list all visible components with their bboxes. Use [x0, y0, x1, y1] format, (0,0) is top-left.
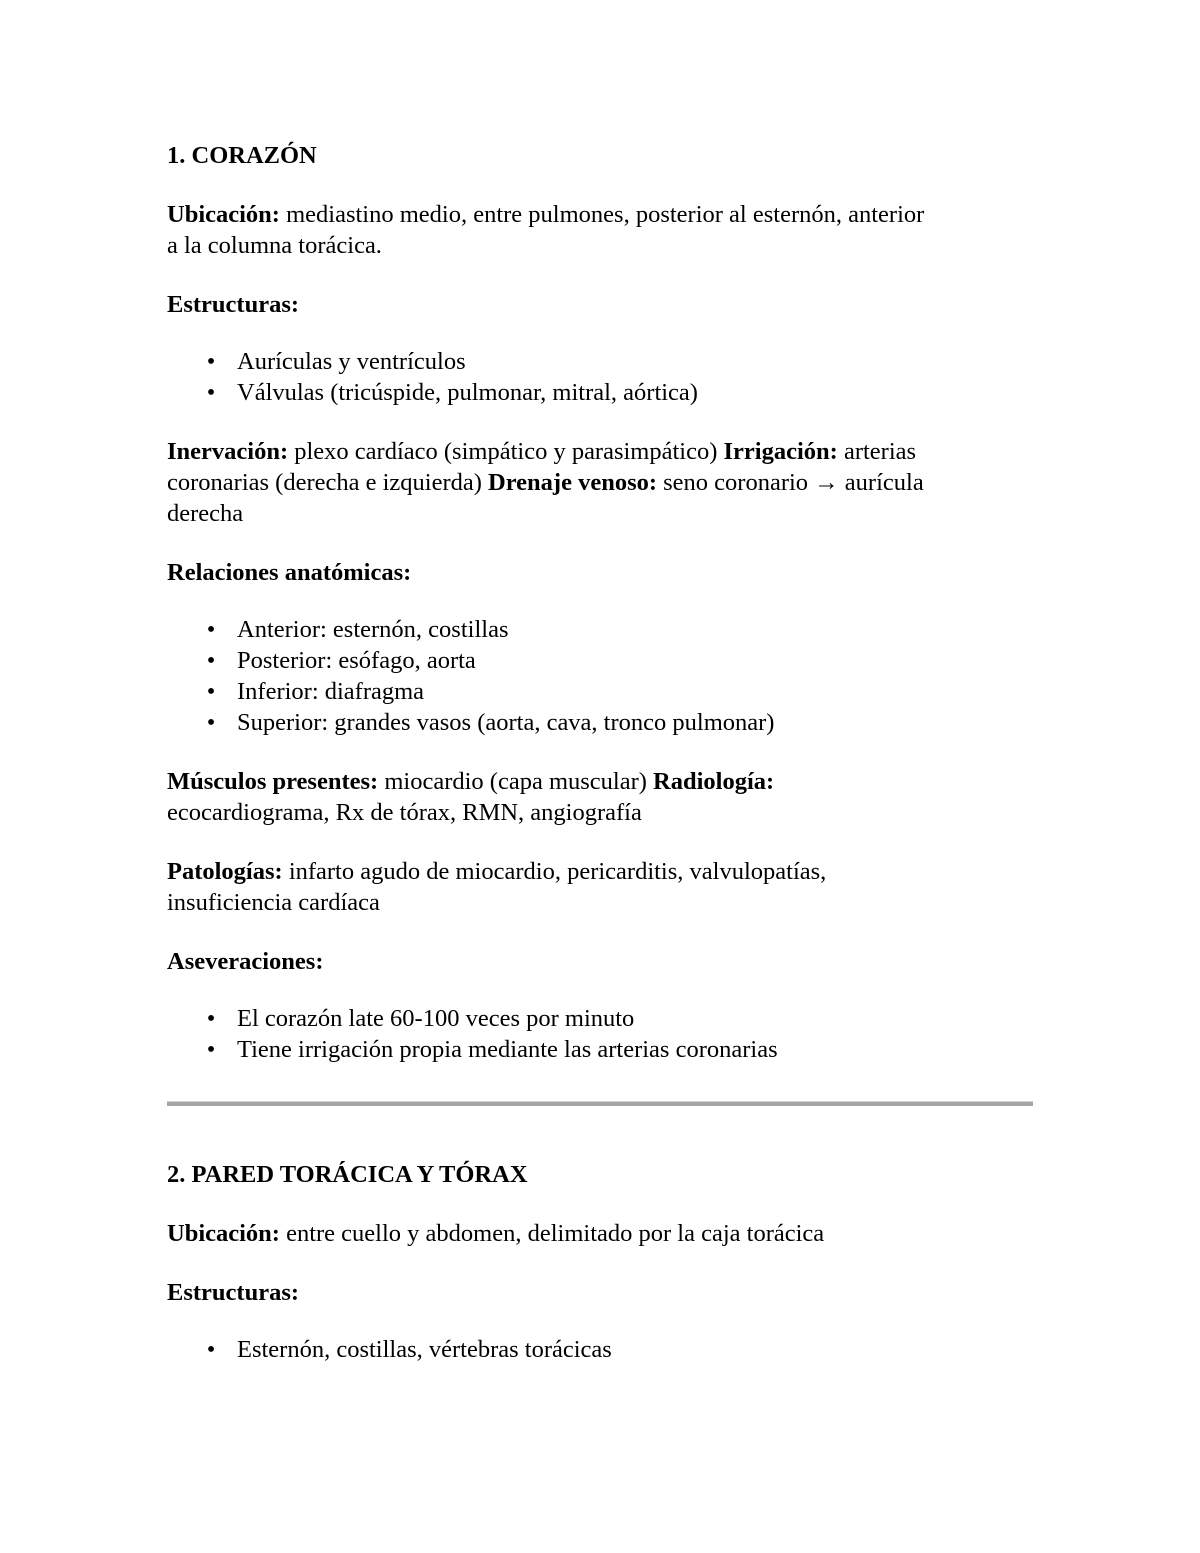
- section-title: 1. CORAZÓN: [167, 142, 317, 169]
- list-item: • Superior: grandes vasos (aorta, cava, tronco pulmonar): [167, 707, 1033, 738]
- list-item: • Tiene irrigación propia mediante las arterias coronarias: [167, 1034, 1033, 1065]
- estructuras-label: Estructuras:: [167, 291, 300, 318]
- bullet-icon: •: [206, 1336, 216, 1363]
- list-item: • Aurículas y ventrículos: [167, 346, 1033, 377]
- irrigacion-label: Irrigación:: [723, 438, 838, 465]
- radiologia-label: Radiología:: [653, 768, 775, 795]
- ubicacion-text-cont: a la columna torácica.: [167, 232, 382, 259]
- drenaje-label: Drenaje venoso:: [488, 469, 658, 496]
- inervacion-label: Inervación:: [167, 438, 289, 465]
- horizontal-divider: [167, 1101, 1033, 1106]
- bullet-icon: •: [206, 1036, 216, 1063]
- ubicacion-label: Ubicación:: [167, 201, 280, 228]
- bullet-icon: •: [206, 678, 216, 705]
- bullet-icon: •: [206, 348, 216, 375]
- bullet-icon: •: [206, 709, 216, 736]
- estructuras-list: [167, 1334, 1033, 1365]
- ubicacion-paragraph: [167, 199, 1033, 261]
- list-item: • Anterior: esternón, costillas: [167, 614, 1033, 645]
- ubicacion-text: mediastino medio, entre pulmones, posterior al esternón, anterior: [279, 201, 925, 228]
- estructuras-label: Estructuras:: [167, 1279, 300, 1306]
- list-item: • Válvulas (tricúspide, pulmonar, mitral, aórtica): [167, 377, 1033, 408]
- list-item: • Inferior: diafragma: [167, 676, 1033, 707]
- estructuras-list: [167, 346, 1033, 408]
- musculos-label: Músculos presentes:: [167, 768, 379, 795]
- bullet-icon: •: [206, 379, 216, 406]
- patologias-paragraph: Patologías: infarto agudo de miocardio, pericarditis, valvulopatías, insuficiencia cardíaca: [167, 858, 827, 916]
- list-item: • Esternón, costillas, vértebras torácicas: [167, 1334, 1033, 1365]
- musculos-paragraph: Músculos presentes: miocardio (capa muscular) Radiología: ecocardiograma, Rx de tórax, RMN, angiografía: [167, 768, 775, 826]
- list-item: • Posterior: esófago, aorta: [167, 645, 1033, 676]
- relaciones-label: Relaciones anatómicas:: [167, 559, 412, 586]
- section-pared-toracica: [167, 1159, 1033, 1365]
- patologias-label: Patologías:: [167, 858, 283, 885]
- list-item: • El corazón late 60-100 veces por minuto: [167, 1003, 1033, 1034]
- bullet-icon: •: [206, 1005, 216, 1032]
- inervacion-paragraph: Inervación: plexo cardíaco (simpático y parasimpático) Irrigación: arterias coronarias (derecha e izquierda) Drenaje venoso: seno coronario → aurícula derecha: [167, 438, 924, 527]
- relaciones-list: [167, 614, 1033, 738]
- ubicacion-paragraph: Ubicación: entre cuello y abdomen, delimitado por la caja torácica: [167, 1220, 825, 1247]
- ubicacion-label: Ubicación:: [167, 1220, 280, 1247]
- section-title: 2. PARED TORÁCICA Y TÓRAX: [167, 1161, 528, 1188]
- aseveraciones-list: [167, 1003, 1033, 1065]
- bullet-icon: •: [206, 616, 216, 643]
- section-corazon: [167, 140, 1033, 1065]
- aseveraciones-label: Aseveraciones:: [167, 948, 324, 975]
- bullet-icon: •: [206, 647, 216, 674]
